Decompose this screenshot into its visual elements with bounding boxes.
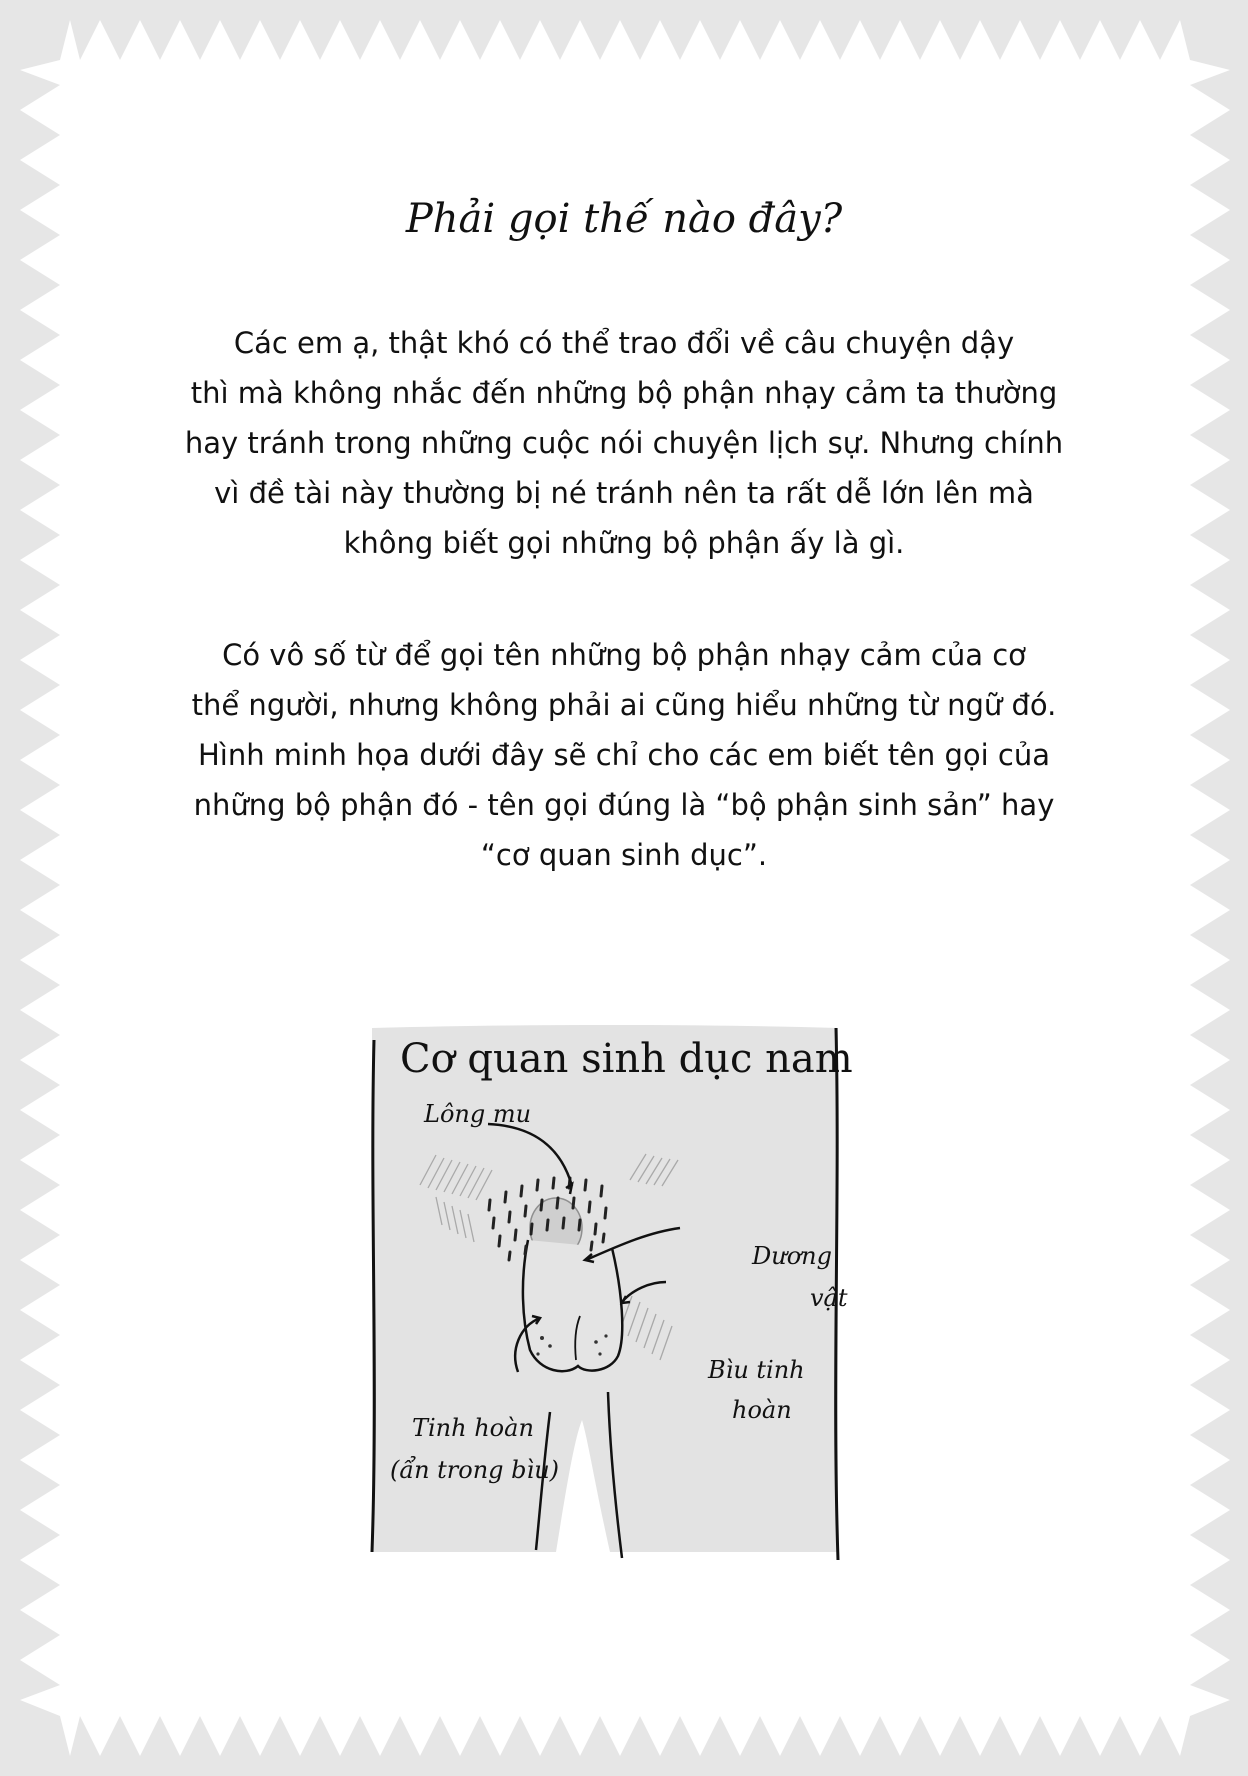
label-pubic-hair: Lông mu — [424, 1100, 532, 1128]
paragraph-explanation — [180, 630, 1068, 880]
paragraph-line: hay tránh trong những cuộc nói chuyện lịch sự. Nhưng chính — [184, 426, 1064, 460]
label-scrotum-line1: Bìu tinh — [708, 1356, 805, 1384]
paragraph-line: thể người, nhưng không phải ai cũng hiểu những từ ngữ đó. — [191, 688, 1057, 722]
illustration-title: Cơ quan sinh dục nam — [400, 1036, 853, 1082]
page-title: Phải gọi thế nào đây? — [405, 196, 843, 242]
label-testes-line2: (ẩn trong bìu) — [390, 1456, 560, 1484]
paragraph-line: “cơ quan sinh dục”. — [480, 838, 768, 872]
label-testes-line1: Tinh hoàn — [412, 1414, 534, 1442]
paragraph-intro — [180, 318, 1068, 568]
paragraph-line: Hình minh họa dưới đây sẽ chỉ cho các em biết tên gọi của — [197, 738, 1051, 772]
paragraph-line: Có vô số từ để gọi tên những bộ phận nhạy cảm của cơ — [222, 638, 1026, 672]
paragraph-line: những bộ phận đó - tên gọi đúng là “bộ phận sinh sản” hay — [193, 788, 1055, 822]
paragraph-line: không biết gọi những bộ phận ấy là gì. — [343, 526, 905, 560]
scrotum-outline — [523, 1240, 622, 1371]
paragraph-line: vì đề tài này thường bị né tránh nên ta rất dễ lớn lên mà — [214, 476, 1034, 510]
paragraph-line: thì mà không nhắc đến những bộ phận nhạy cảm ta thường — [190, 376, 1058, 410]
label-penis-line1: Dương — [752, 1242, 832, 1270]
label-scrotum-line2: hoàn — [732, 1396, 792, 1424]
left-body-outline — [372, 1040, 374, 1552]
label-penis-line2: vật — [810, 1284, 848, 1312]
paragraph-line: Các em ạ, thật khó có thể trao đổi về câu chuyện dậy — [233, 326, 1015, 360]
